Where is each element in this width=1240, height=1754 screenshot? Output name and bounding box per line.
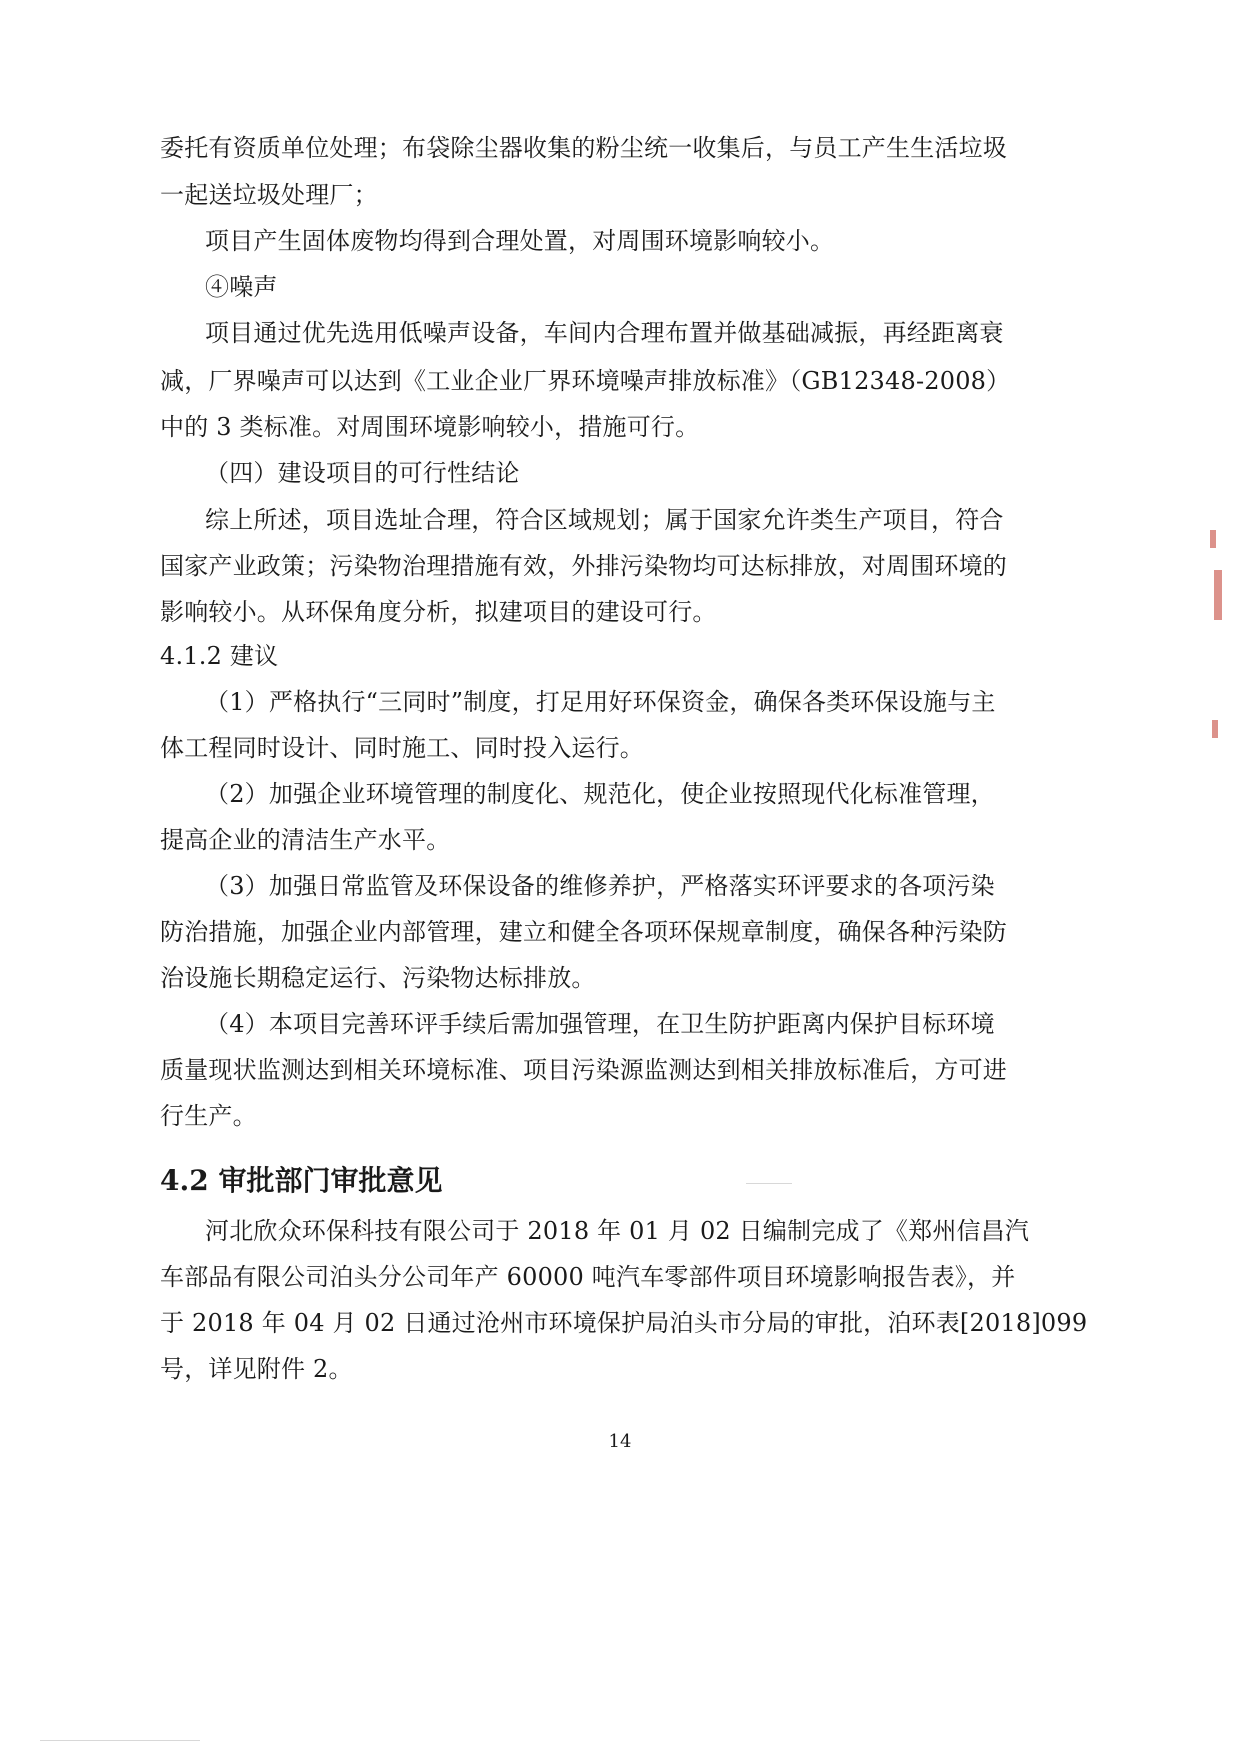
body-text-line: 提高企业的清洁生产水平。: [160, 826, 451, 854]
body-text-line: （3）加强日常监管及环保设备的维修养护，严格落实环评要求的各项污染: [205, 872, 995, 900]
body-text-line: （4）本项目完善环评手续后需加强管理，在卫生防护距离内保护目标环境: [205, 1010, 995, 1038]
page-number: 14: [608, 1431, 632, 1452]
scan-artifact: [1212, 720, 1218, 738]
body-text-line: 综上所述，项目选址合理，符合区域规划；属于国家允许类生产项目，符合: [205, 506, 1004, 534]
body-text-line: 行生产。: [160, 1102, 257, 1130]
body-text-line: 质量现状监测达到相关环境标准、项目污染源监测达到相关排放标准后，方可进: [160, 1056, 1007, 1084]
subheading-feasibility: （四）建设项目的可行性结论: [205, 459, 520, 487]
approval-text-line: 车部品有限公司泊头分公司年产 60000 吨汽车零部件项目环境影响报告表》，并: [160, 1263, 1016, 1291]
body-text-line: 减，厂界噪声可以达到《工业企业厂界环境噪声排放标准》（GB12348-2008）: [160, 367, 1011, 395]
body-text-line: 影响较小。从环保角度分析，拟建项目的建设可行。: [160, 598, 717, 626]
subheading-suggestions: 4.1.2 建议: [160, 642, 279, 670]
body-text-line: 防治措施，加强企业内部管理，建立和健全各项环保规章制度，确保各种污染防: [160, 918, 1007, 946]
body-text-line: 治设施长期稳定运行、污染物达标排放。: [160, 964, 596, 992]
scan-edge: [40, 1740, 200, 1741]
body-text-line: 一起送垃圾处理厂；: [160, 181, 378, 209]
approval-text-line: 于 2018 年 04 月 02 日通过沧州市环境保护局泊头市分局的审批，泊环表[2018]099: [160, 1309, 1088, 1337]
subheading-noise: ④噪声: [205, 273, 278, 301]
approval-text-line: 河北欣众环保科技有限公司于 2018 年 01 月 02 日编制完成了《郑州信昌汽: [205, 1217, 1030, 1245]
approval-text-line: 号，详见附件 2。: [160, 1355, 353, 1383]
body-text-line: 项目产生固体废物均得到合理处置，对周围环境影响较小。: [205, 227, 835, 255]
body-text-line: （2）加强企业环境管理的制度化、规范化，使企业按照现代化标准管理，: [205, 780, 995, 808]
section-heading: 4.2 审批部门审批意见: [160, 1164, 443, 1197]
body-text-line: （1）严格执行“三同时”制度，打足用好环保资金，确保各类环保设施与主: [205, 688, 996, 716]
scan-mark: [746, 1183, 792, 1184]
body-text-line: 国家产业政策；污染物治理措施有效，外排污染物均可达标排放，对周围环境的: [160, 552, 1007, 580]
body-text-line: 委托有资质单位处理；布袋除尘器收集的粉尘统一收集后，与员工产生生活垃圾: [160, 134, 1007, 162]
scan-artifact: [1210, 530, 1216, 548]
body-text-line: 项目通过优先选用低噪声设备，车间内合理布置并做基础减振，再经距离衰: [205, 319, 1004, 347]
scan-artifact: [1214, 570, 1222, 620]
body-text-line: 体工程同时设计、同时施工、同时投入运行。: [160, 734, 644, 762]
body-text-line: 中的 3 类标准。对周围环境影响较小，措施可行。: [160, 413, 700, 441]
